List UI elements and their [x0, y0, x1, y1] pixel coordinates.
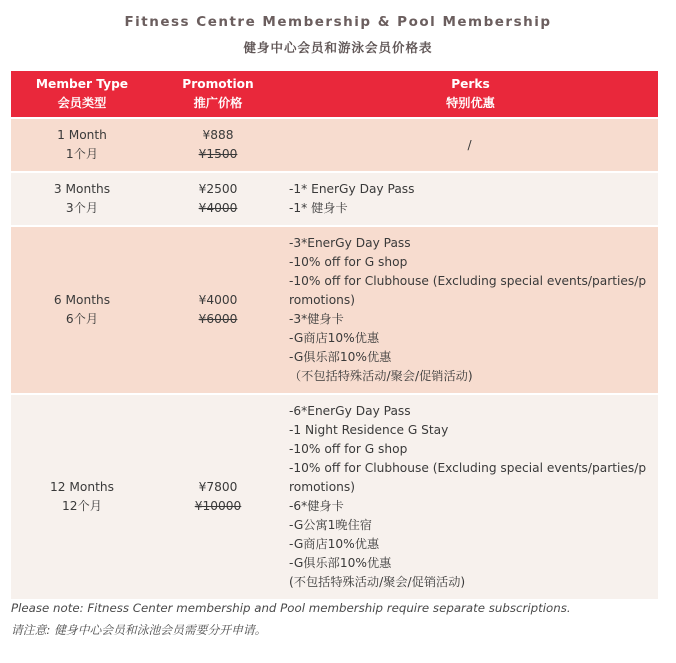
member-type-zh: 1个月 — [65, 147, 99, 161]
member-type-zh: 6个月 — [65, 312, 99, 326]
header-promotion-zh: 推广价格 — [193, 96, 243, 110]
promo-price: ¥7800 — [198, 480, 238, 494]
perk-line: -G商店10%优惠 — [289, 331, 380, 345]
perks-cell — [283, 227, 658, 393]
member-type-cell — [11, 119, 153, 171]
perk-line: (不包括特殊活动/聚会/促销活动) — [289, 575, 466, 589]
original-price: ¥1500 — [198, 147, 238, 161]
perk-line: -1 Night Residence G Stay — [289, 423, 449, 437]
header-perks-zh: 特别优惠 — [446, 96, 495, 110]
header-member-type-zh: 会员类型 — [57, 96, 107, 110]
perk-line: -1* 健身卡 — [289, 201, 348, 215]
table-row — [11, 227, 658, 393]
promo-price: ¥4000 — [198, 293, 238, 307]
perk-line: -3*EnerGy Day Pass — [289, 236, 411, 250]
note-en: Please note: Fitness Center membership and Pool membership require separate subscriptions. — [11, 601, 571, 615]
original-price: ¥6000 — [198, 312, 238, 326]
table-header-row — [11, 71, 658, 117]
perk-line: -10% off for G shop — [289, 442, 408, 456]
perk-line: -6*健身卡 — [289, 499, 344, 513]
member-type-cell — [11, 173, 153, 225]
perk-line: -G商店10%优惠 — [289, 537, 380, 551]
promotion-cell — [153, 227, 283, 393]
member-type-en: 1 Month — [57, 128, 107, 142]
perk-line: -10% off for Clubhouse (Excluding special events/parties/promotions) — [289, 274, 647, 307]
header-promotion-en: Promotion — [182, 77, 254, 91]
member-type-en: 12 Months — [50, 480, 114, 494]
perks-cell — [283, 395, 658, 599]
member-type-cell — [11, 227, 153, 393]
perk-line: -10% off for G shop — [289, 255, 408, 269]
header-promotion — [153, 71, 283, 117]
title-zh: 健身中心会员和游泳会员价格表 — [243, 40, 433, 55]
perk-line: -1* EnerGy Day Pass — [289, 182, 415, 196]
table-row — [11, 119, 658, 171]
perk-line: / — [467, 137, 472, 152]
note-zh: 请注意: 健身中心会员和泳池会员需要分开申请。 — [11, 623, 267, 637]
perk-line: -G俱乐部10%优惠 — [289, 556, 392, 570]
perk-line: -3*健身卡 — [289, 312, 344, 326]
member-type-zh: 3个月 — [65, 201, 99, 215]
member-type-en: 3 Months — [53, 182, 111, 196]
perk-line: -10% off for Clubhouse (Excluding special events/parties/promotions) — [289, 461, 647, 494]
member-type-cell — [11, 395, 153, 599]
header-perks-en: Perks — [451, 77, 490, 91]
member-type-en: 6 Months — [53, 293, 111, 307]
perk-line: -G俱乐部10%优惠 — [289, 350, 392, 364]
promotion-cell — [153, 173, 283, 225]
header-perks — [283, 71, 658, 117]
original-price: ¥10000 — [194, 499, 242, 513]
promo-price: ¥888 — [202, 128, 234, 142]
header-member-type — [11, 71, 153, 117]
member-type-zh: 12个月 — [62, 499, 102, 513]
promo-price: ¥2500 — [198, 182, 238, 196]
promotion-cell — [153, 119, 283, 171]
perks-cell — [283, 173, 658, 225]
perk-line: -G公寓1晚住宿 — [289, 518, 372, 532]
table-row — [11, 395, 658, 599]
original-price: ¥4000 — [198, 201, 238, 215]
header-member-type-en: Member Type — [35, 77, 129, 91]
perk-line: -6*EnerGy Day Pass — [289, 404, 411, 418]
perks-cell — [283, 119, 658, 171]
promotion-cell — [153, 395, 283, 599]
table-row — [11, 173, 658, 225]
membership-price-table — [11, 69, 658, 601]
title-en: Fitness Centre Membership & Pool Membership — [124, 14, 552, 30]
perk-line: （不包括特殊活动/聚会/促销活动) — [289, 369, 473, 383]
